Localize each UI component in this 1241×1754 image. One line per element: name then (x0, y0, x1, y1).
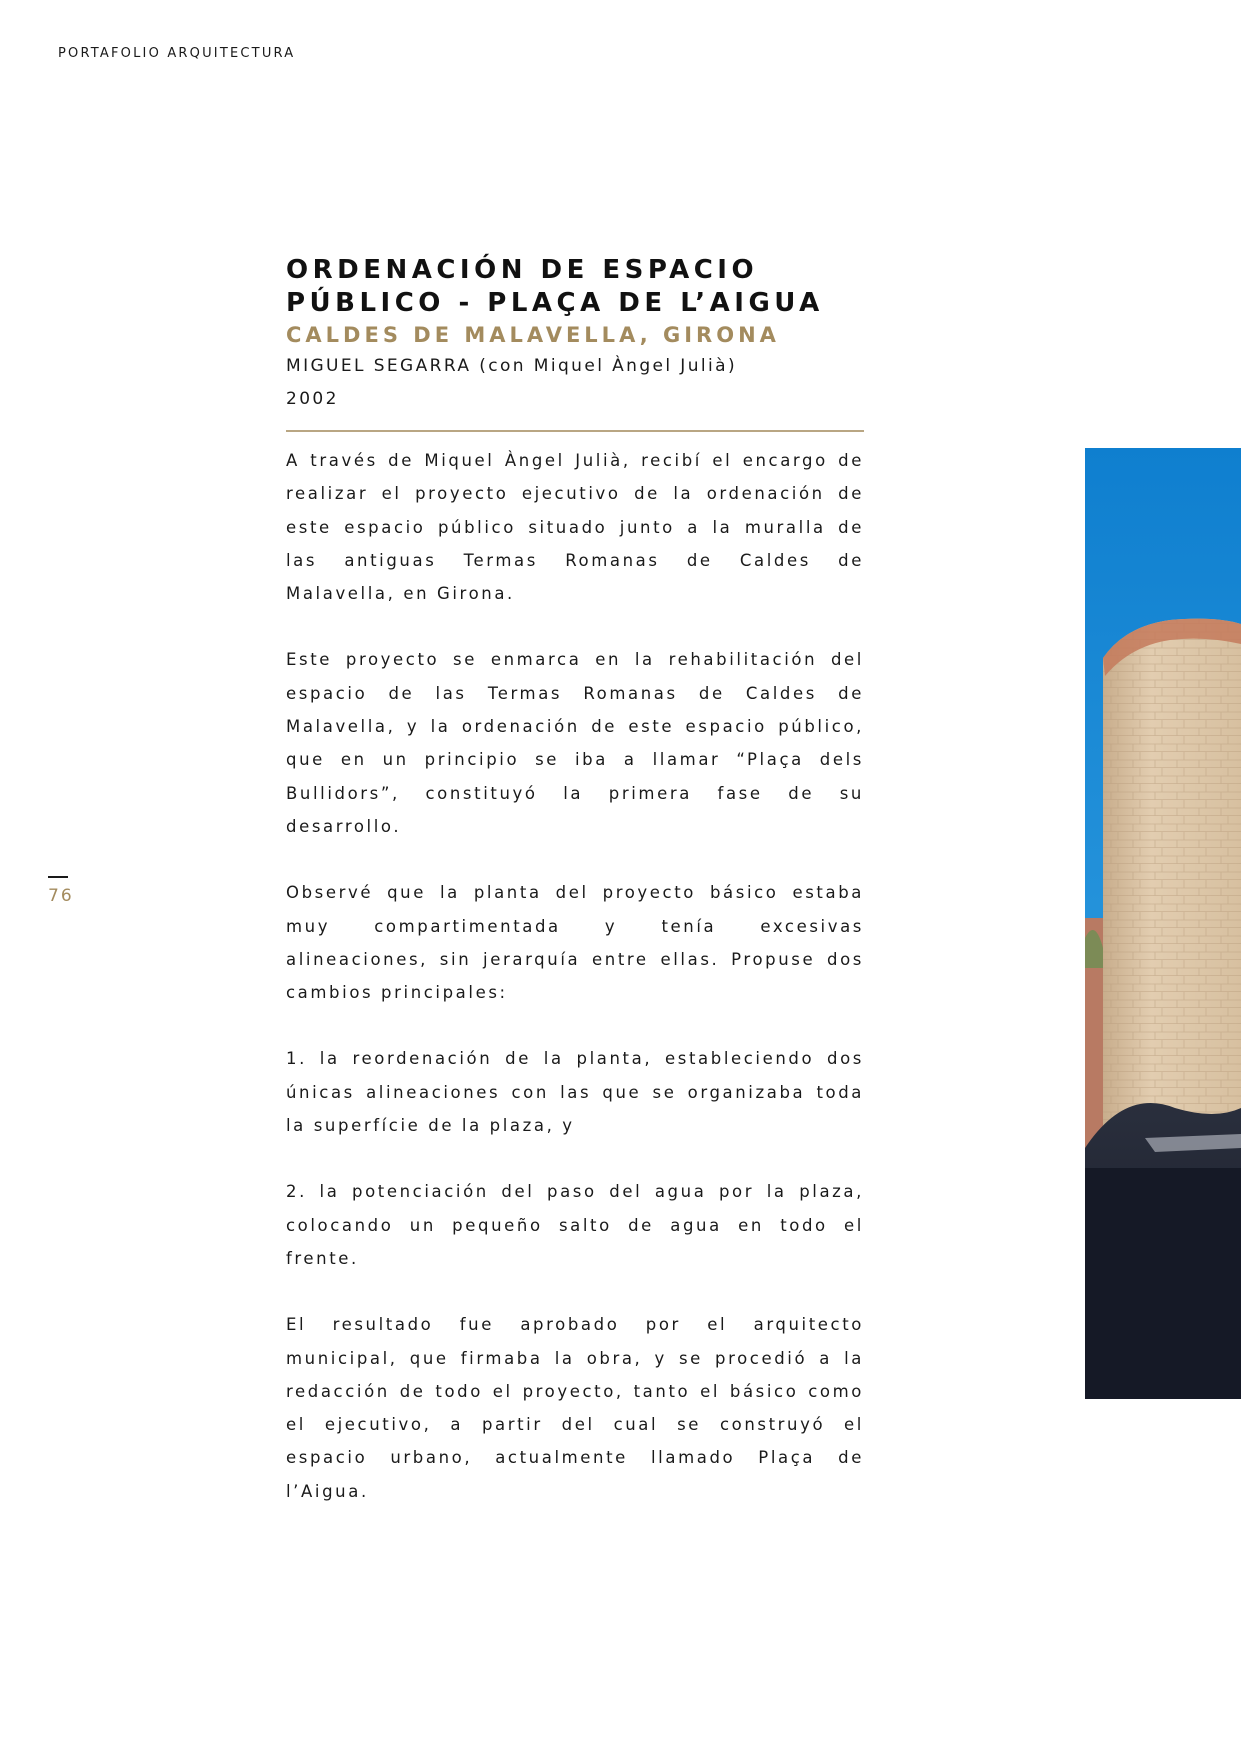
description-paragraph: El resultado fue aprobado por el arquitecto municipal, que firmaba la obra, y se procedió a la redacción de todo el proyecto, tanto el básico como el ejecutivo, a partir del cual se construyó el espacio urbano, actualmente llamado Plaça de l’Aigua. (286, 1315, 864, 1501)
description-paragraph: A través de Miquel Àngel Julià, recibí el encargo de realizar el proyecto ejecutivo de la ordenación de este espacio público situado junto a la muralla de las antiguas Termas Romanas de Caldes de Malavella, en Girona. (286, 451, 864, 604)
description-paragraph: 2. la potenciación del paso del agua por la plaza, colocando un pequeño salto de agua en todo el frente. (286, 1182, 864, 1268)
project-title-line-1: ORDENACIÓN DE ESPACIO (286, 255, 759, 285)
project-year: 2002 (286, 389, 339, 409)
description-paragraph: 1. la reordenación de la planta, estableciendo dos únicas alineaciones con las que se organizaba toda la superfície de la plaza, y (286, 1049, 864, 1136)
description-paragraph: Observé que la planta del proyecto básico estaba muy compartimentada y tenía excesivas alineaciones, sin jerarquía entre ellas. Propuse dos cambios principales: (286, 883, 864, 1003)
page-marker-rule (48, 876, 68, 878)
project-description (286, 444, 864, 1508)
running-header: PORTAFOLIO ARQUITECTURA (58, 46, 296, 61)
page-number: 76 (48, 886, 74, 906)
project-title (286, 254, 864, 320)
project-location: CALDES DE MALAVELLA, GIRONA (286, 323, 780, 347)
description-paragraph: Este proyecto se enmarca en la rehabilitación del espacio de las Termas Romanas de Caldes de Malavella, y la ordenación de este espacio público, que en un principio se iba a llamar “Plaça dels Bullidors”, constituyó la primera fase de su desarrollo. (286, 650, 864, 836)
page-marker (48, 876, 74, 906)
project-title-line-2: PÚBLICO - PLAÇA DE L’AIGUA (286, 288, 824, 318)
project-content (286, 254, 864, 1541)
project-authors: MIGUEL SEGARRA (con Miquel Àngel Julià) (286, 356, 737, 376)
section-divider (286, 430, 864, 432)
stone-tower-photo (1085, 448, 1241, 1399)
